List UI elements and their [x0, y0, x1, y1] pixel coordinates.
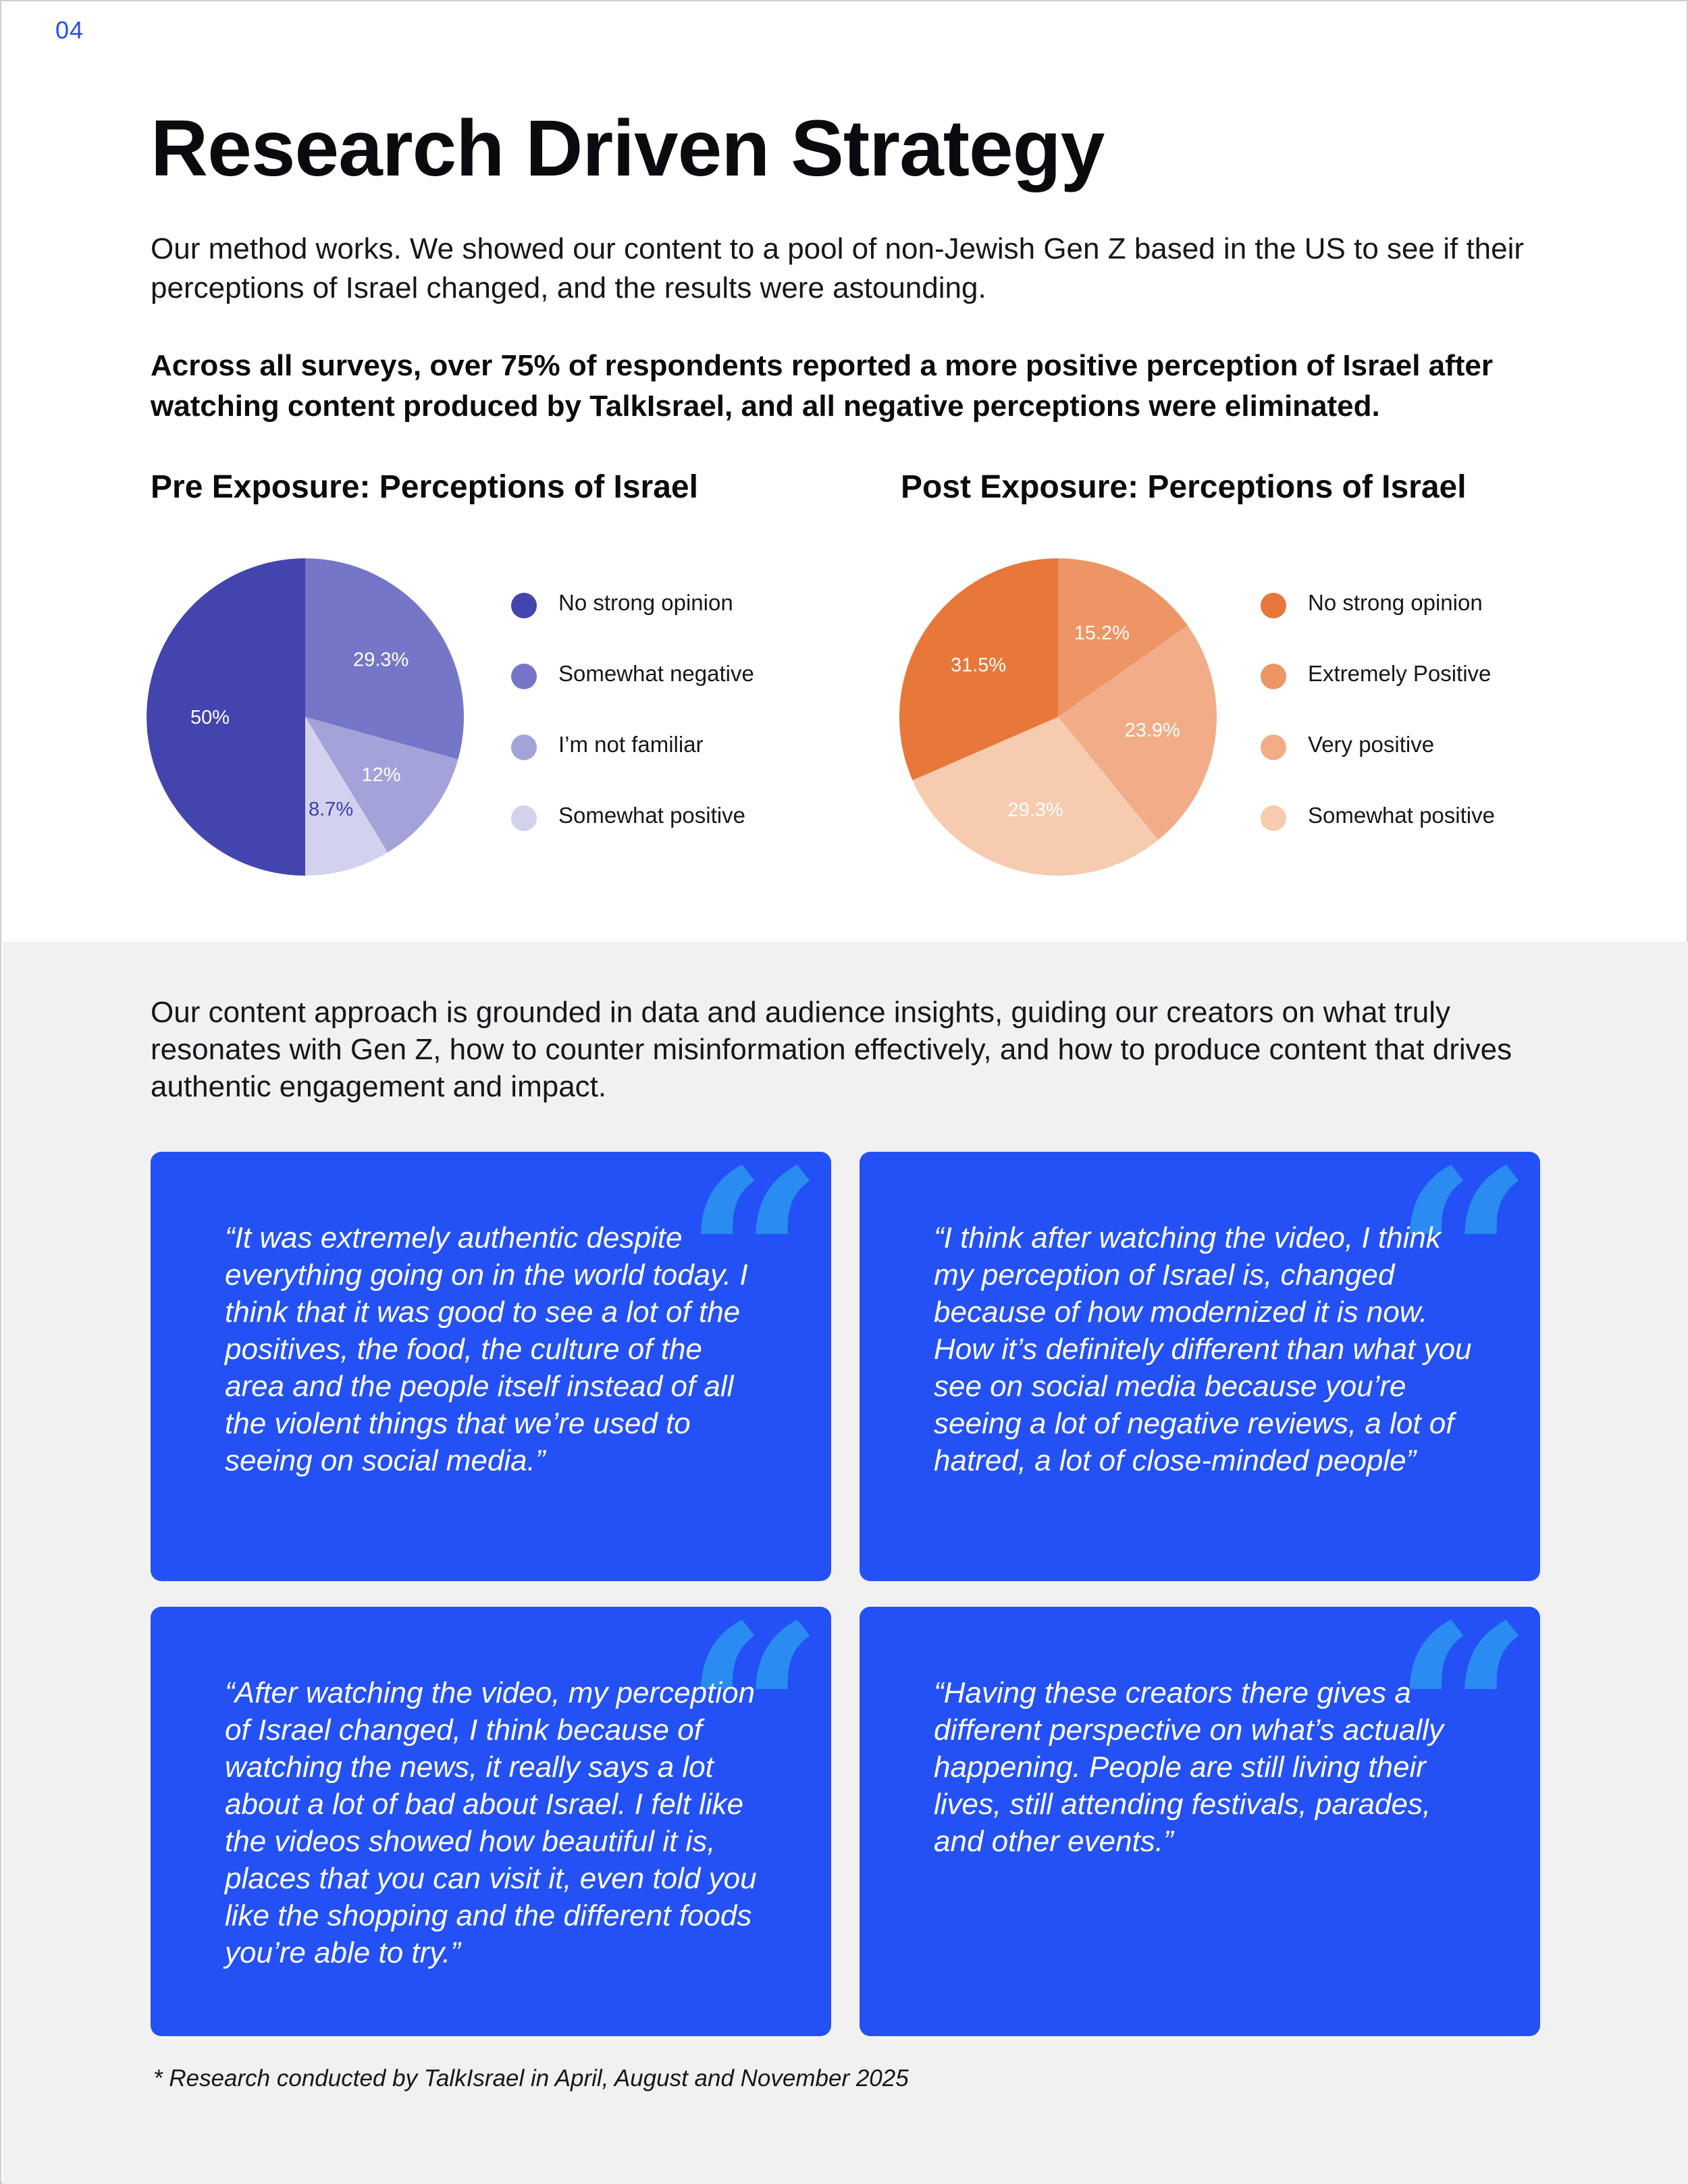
post-exposure-pie-chart [889, 548, 1227, 886]
slice-value-label: 50% [190, 707, 230, 728]
slice-value-label: 23.9% [1124, 720, 1180, 742]
legend-label: Somewhat positive [558, 803, 745, 828]
testimonial-text: “I think after watching the video, I think my perception of Israel is, changed because of how modernized it is now. How it’s definitely different than what you see on social media because you’re seeing a lot of negative reviews, a lot of hatred, a lot of close-minded people” [934, 1221, 1472, 1477]
quote-mark-icon: “ [1393, 1607, 1533, 1857]
approach-paragraph: Our content approach is grounded in data and audience insights, guiding our creators on what truly resonates with Gen Z, how to counter misinformation effectively, and how to produce content that drives authentic engagement and impact. [151, 996, 1512, 1103]
slice-value-label: 31.5% [950, 654, 1007, 676]
legend-swatch-icon [1261, 805, 1286, 831]
post-exposure-chart-title: Post Exposure: Perceptions of Israel [901, 469, 1467, 505]
quote-mark-icon: “ [684, 1152, 824, 1402]
slice-value-label: 15.2% [1074, 622, 1130, 644]
testimonial-text: “Having these creators there gives a different perspective on what’s actually happening. People are still living their lives, still attending festivals, parades, and other events.” [934, 1676, 1444, 1858]
quote-mark-icon: “ [684, 1607, 824, 1857]
intro-paragraph: Our method works. We showed our content to a pool of non-Jewish Gen Z based in the US to see if their perceptions of Israel changed, and the results were astounding. [151, 232, 1525, 304]
legend-swatch-icon [1261, 593, 1286, 618]
testimonial-text: “It was extremely authentic despite everything going on in the world today. I think that it was good to see a lot of the positives, the food, the culture of the area and the people itself instead of all the violent things that we’re used to seeing on social media.” [225, 1221, 748, 1477]
quote-mark-icon: “ [1393, 1152, 1533, 1402]
testimonial-card [151, 1152, 831, 1581]
testimonial-text: “After watching the video, my perception of Israel changed, I think because of watching the news, it really says a lot about a lot of bad about Israel. I felt like the videos showed how beautiful it is, places that you can visit it, even told you like the shopping and the different foods you’re able to try.” [225, 1676, 757, 1969]
legend-swatch-icon [511, 805, 537, 831]
legend-label: Somewhat negative [558, 661, 754, 686]
page-number: 04 [55, 16, 84, 44]
legend-label: No strong opinion [1308, 590, 1483, 615]
testimonial-card [860, 1152, 1540, 1581]
legend-swatch-icon [1261, 735, 1286, 760]
slice-value-label: 29.3% [353, 649, 409, 671]
slice-value-label: 12% [361, 764, 401, 787]
pre-exposure-chart-title: Pre Exposure: Perceptions of Israel [151, 469, 698, 505]
legend-swatch-icon [1261, 664, 1286, 689]
legend-label: No strong opinion [558, 590, 733, 615]
legend-swatch-icon [511, 664, 537, 689]
legend-label: Extremely Positive [1308, 661, 1492, 686]
research-footnote: * Research conducted by TalkIsrael in April, August and November 2025 [153, 2065, 909, 2092]
legend-swatch-icon [511, 593, 537, 618]
testimonial-card [151, 1607, 831, 2036]
page-title: Research Driven Strategy [151, 104, 1105, 193]
pre-exposure-pie-chart [136, 548, 474, 886]
legend-label: Somewhat positive [1308, 803, 1495, 828]
slice-value-label: 8.7% [309, 798, 354, 820]
testimonial-card [860, 1607, 1540, 2036]
slice-value-label: 29.3% [1007, 799, 1063, 821]
legend-label: I’m not familiar [558, 732, 704, 757]
legend-swatch-icon [511, 735, 537, 760]
key-finding: Across all surveys, over 75% of respondents reported a more positive perception of Israel after watching content produced by TalkIsrael, and all negative perceptions were eliminated. [151, 349, 1494, 423]
legend-label: Very positive [1308, 732, 1435, 757]
